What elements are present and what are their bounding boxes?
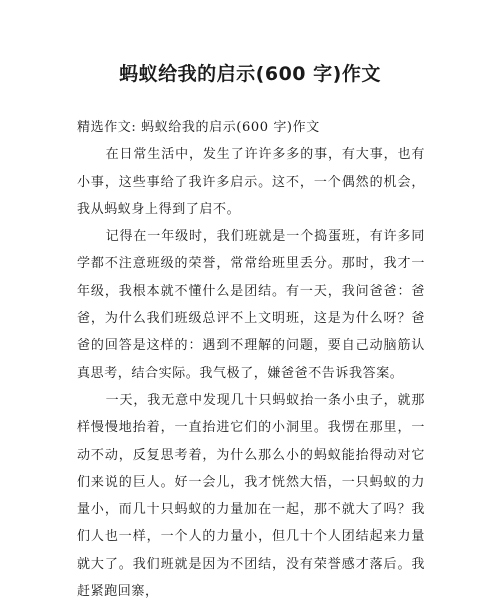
paragraph-3: 一天，我无意中发现几十只蚂蚁抬一条小虫子，就那样慢慢地抬着，一直抬进它们的小洞里。我愣在那里，一动不动，反复思考着，为什么那么小的蚂蚁能抬得动对它们来说的巨人。好一会儿，我才恍然大悟，一只蚂蚁的力量小，而几十只蚂蚁的力量加在一起，那不就大了吗？我们人也一样，一个人的力量小，但几十个人团结起来力量就大了。我们班就是因为不团结，没有荣誉感才落后。我赶紧跑回寨， (77, 392, 425, 600)
paragraph-1: 在日常生活中，发生了许许多多的事，有大事，也有小事，这些事给了我许多启示。这不，一个偶然的机会，我从蚂蚁身上得到了启不。 (77, 147, 425, 217)
document-subtitle: 精选作文: 蚂蚁给我的启示(600 字)作文 (77, 120, 320, 135)
document-title: 蚂蚁给我的启示(600 字)作文 (119, 63, 381, 85)
paragraph-2: 记得在一年级时，我们班就是一个捣蛋班，有许多同学都不注意班级的荣誉，常常给班里丢分。那时，我才一年级，我根本就不懂什么是团结。有一天，我问爸爸：爸爸，为什么我们班级总评不上文明班，这是为什么呀？爸爸的回答是这样的：遇到不理解的问题，要自己动脑筋认真思考，结合实际。我气极了，嫌爸爸不告诉我答案。 (77, 229, 425, 381)
document-body (77, 114, 425, 605)
